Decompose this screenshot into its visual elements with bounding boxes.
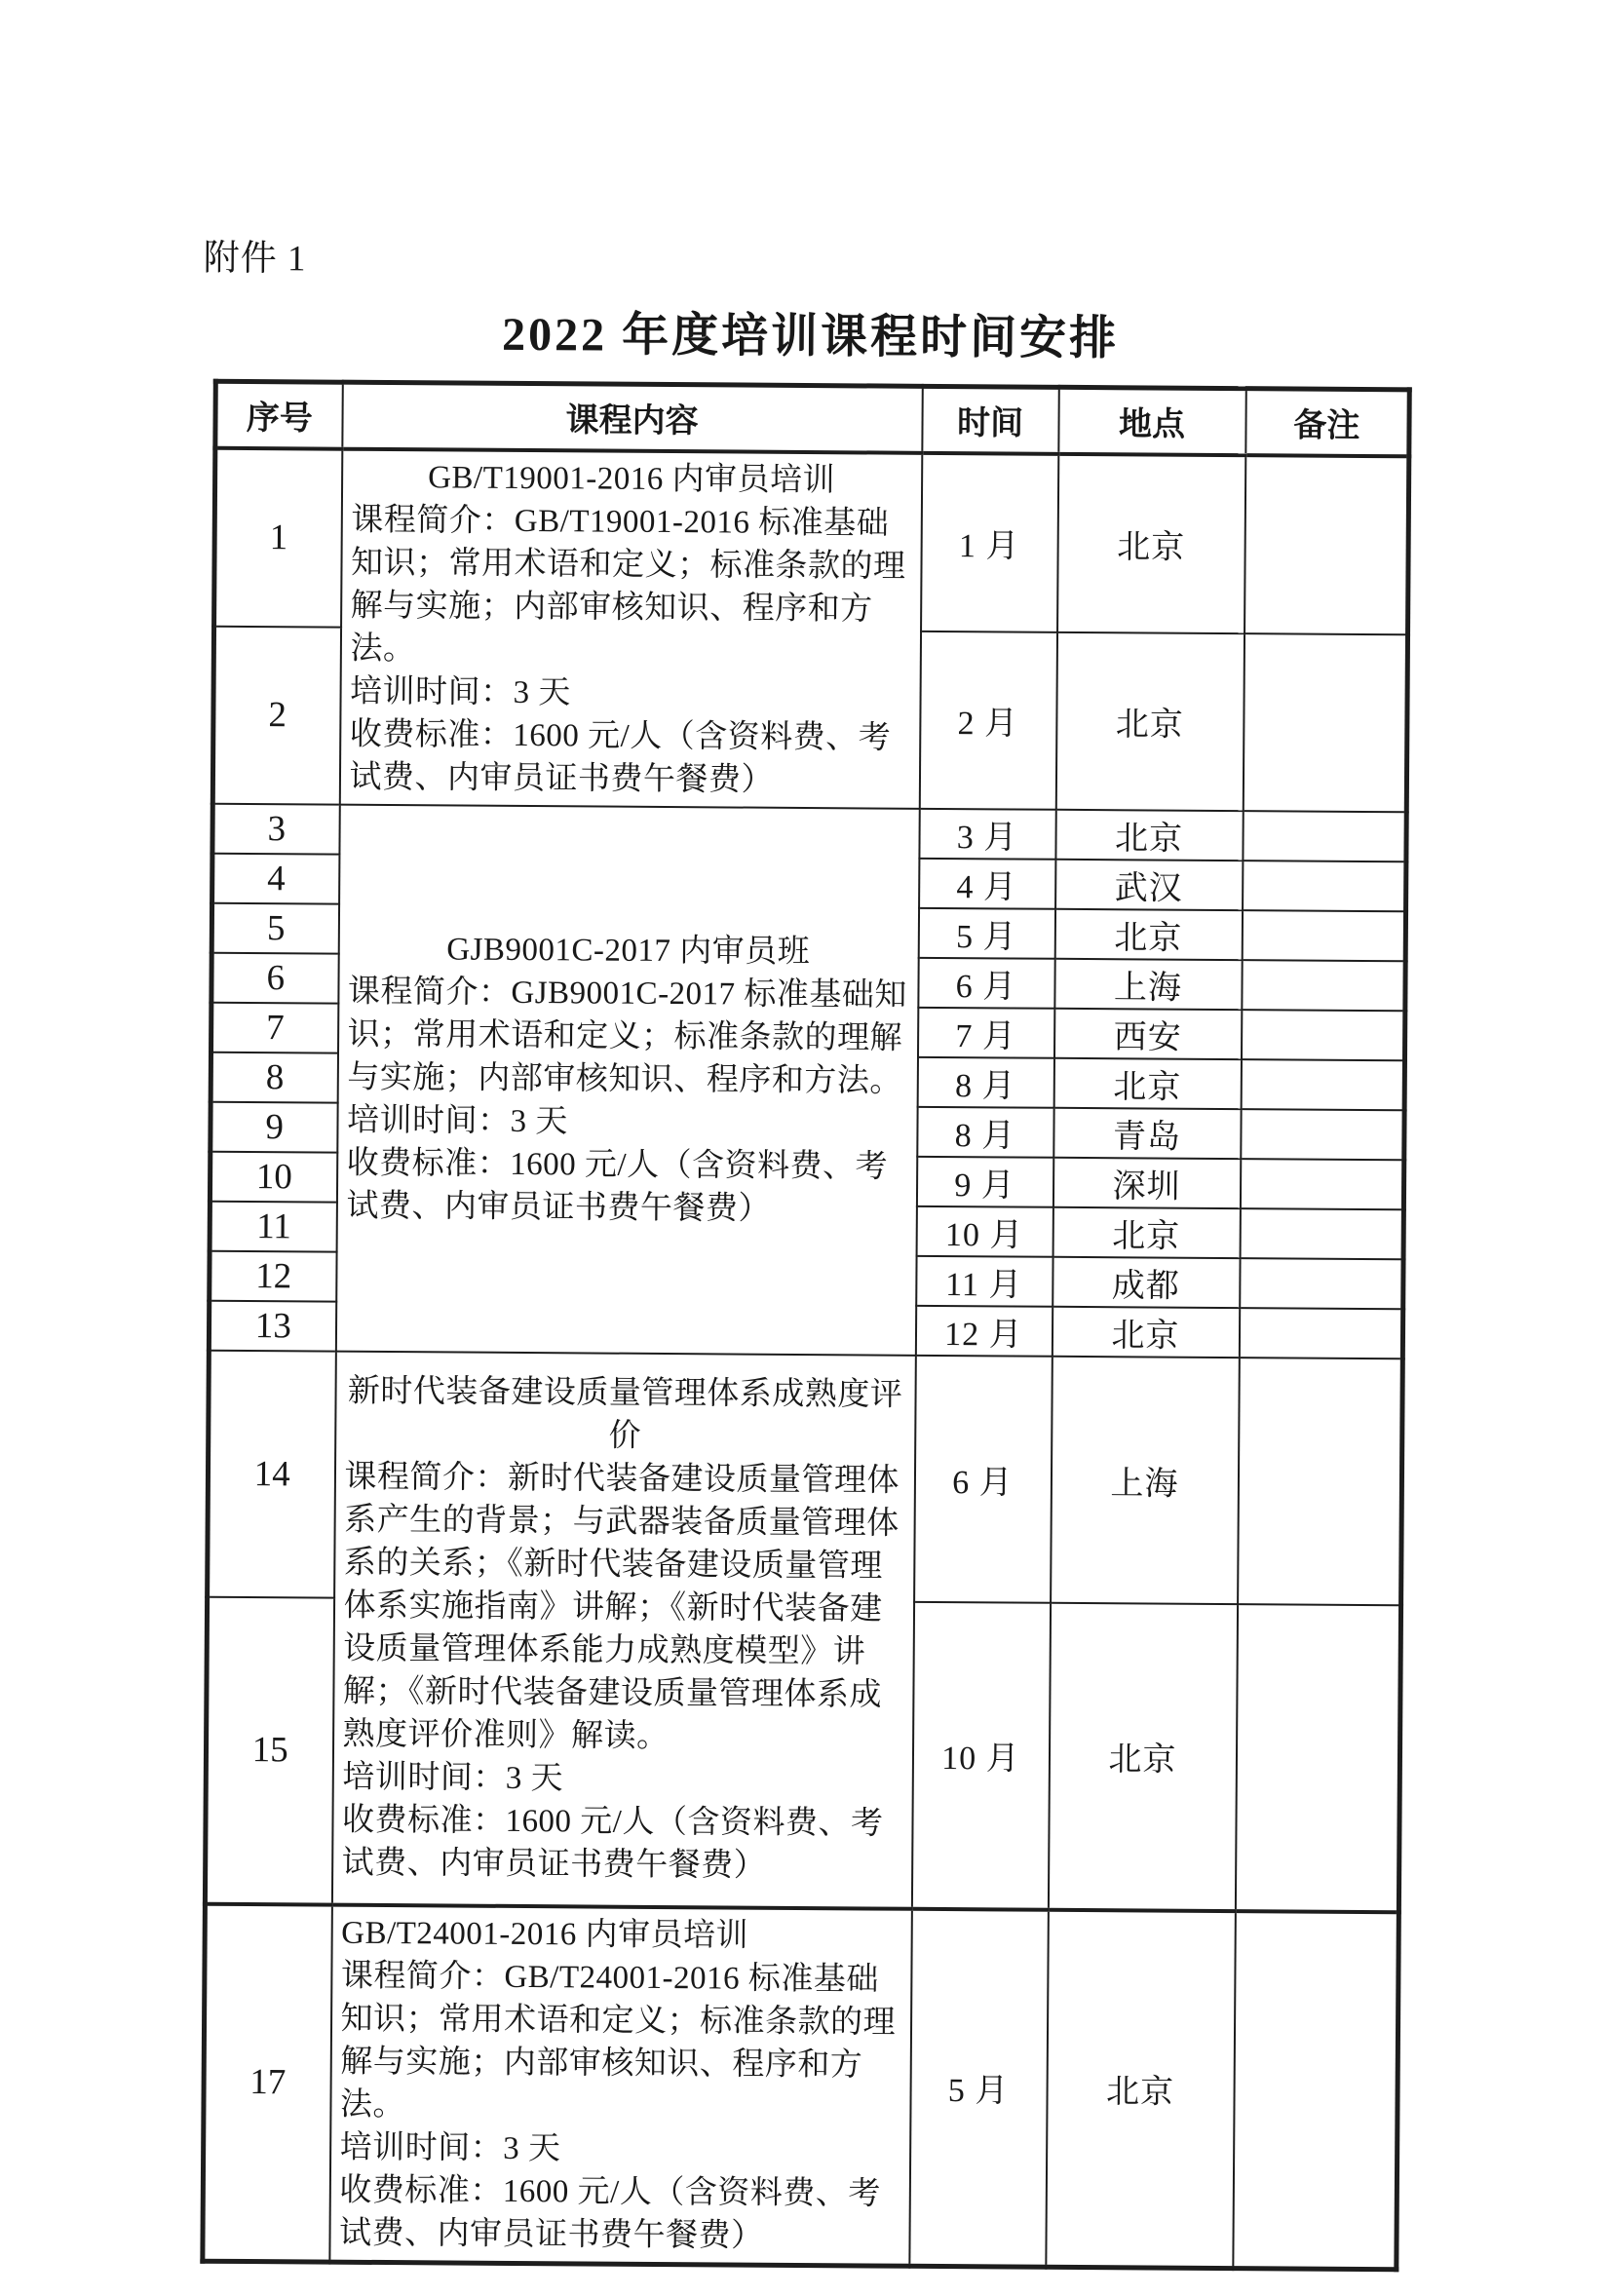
table-row bbox=[214, 447, 1409, 634]
note-cell bbox=[1241, 1059, 1404, 1110]
course-cell bbox=[339, 448, 922, 808]
seq-cell: 17 bbox=[203, 1903, 332, 2261]
page-title: 2022 年度培训课程时间安排 bbox=[501, 308, 1120, 365]
seq-cell: 4 bbox=[212, 853, 339, 903]
seq-cell: 10 bbox=[210, 1151, 336, 1202]
time-cell: 10 月 bbox=[911, 1601, 1050, 1909]
note-cell bbox=[1242, 910, 1405, 961]
course-duration: 培训时间：3 天 bbox=[339, 2129, 561, 2166]
course-fee: 收费标准：1600 元/人（含资料费、考试费、内审员证书费午餐费） bbox=[341, 1802, 884, 1884]
note-cell bbox=[1241, 1010, 1404, 1060]
place-cell: 北京 bbox=[1053, 1057, 1241, 1108]
note-cell bbox=[1235, 1604, 1400, 1912]
course-fee: 收费标准：1600 元/人（含资料费、考试费、内审员证书费午餐费） bbox=[338, 2172, 881, 2254]
place-cell: 北京 bbox=[1052, 1306, 1239, 1357]
note-cell bbox=[1233, 1911, 1399, 2270]
seq-cell: 13 bbox=[209, 1300, 335, 1351]
note-cell bbox=[1240, 1159, 1403, 1209]
time-cell: 11 月 bbox=[916, 1255, 1053, 1306]
place-cell: 北京 bbox=[1055, 631, 1244, 810]
course-fee: 收费标准：1600 元/人（含资料费、考试费、内审员证书费午餐费） bbox=[349, 716, 892, 798]
seq-cell: 7 bbox=[211, 1002, 338, 1052]
seq-cell: 6 bbox=[211, 952, 338, 1003]
seq-cell: 15 bbox=[205, 1596, 333, 1904]
course-intro: 课程简介：GB/T24001-2016 标准基础知识；常用术语和定义；标准条款的理解与实施；内部审核知识、程序和方法。 bbox=[339, 1958, 897, 2123]
note-cell bbox=[1239, 1308, 1402, 1358]
place-cell: 北京 bbox=[1048, 1602, 1237, 1910]
course-title: 新时代装备建设质量管理体系成熟度评价 bbox=[347, 1373, 903, 1454]
place-cell: 北京 bbox=[1054, 908, 1242, 959]
course-cell bbox=[331, 1351, 915, 1908]
place-cell: 武汉 bbox=[1055, 859, 1243, 909]
place-cell: 北京 bbox=[1055, 809, 1243, 860]
table-header-row bbox=[215, 381, 1409, 456]
seq-cell: 12 bbox=[210, 1250, 336, 1301]
place-cell: 上海 bbox=[1051, 1356, 1240, 1603]
course-intro: 课程简介：GJB9001C-2017 标准基础知识；常用术语和定义；标准条款的理解与实施；内部审核知识、程序和方法。 bbox=[347, 974, 907, 1099]
seq-cell: 9 bbox=[211, 1101, 337, 1152]
seq-cell: 14 bbox=[208, 1350, 336, 1597]
time-cell: 8 月 bbox=[917, 1106, 1053, 1157]
table-row bbox=[208, 1350, 1403, 1605]
course-intro: 课程简介：GB/T19001-2016 标准基础知识；常用术语和定义；标准条款的理解与实施；内部审核知识、程序和方法。 bbox=[350, 502, 906, 667]
seq-cell: 1 bbox=[214, 447, 342, 627]
course-intro: 课程简介：新时代装备建设质量管理体系产生的背景；与武器装备质量管理体系的关系；《新时代装备建设质量管理体系实施指南》讲解；《新时代装备建设质量管理体系能力成熟度模型》讲解；《新时代装备建设质量管理体系成熟度评价准则》解读。 bbox=[342, 1459, 900, 1755]
place-cell: 成都 bbox=[1053, 1256, 1240, 1307]
time-cell: 5 月 bbox=[918, 907, 1054, 958]
seq-cell: 5 bbox=[211, 902, 338, 953]
place-cell: 深圳 bbox=[1053, 1157, 1240, 1207]
time-cell: 1 月 bbox=[921, 452, 1058, 631]
seq-cell: 11 bbox=[210, 1201, 336, 1251]
time-cell: 12 月 bbox=[915, 1305, 1052, 1356]
place-cell: 上海 bbox=[1054, 958, 1242, 1009]
course-fee: 收费标准：1600 元/人（含资料费、考试费、内审员证书费午餐费） bbox=[346, 1145, 889, 1227]
place-cell: 青岛 bbox=[1053, 1107, 1241, 1158]
time-cell: 9 月 bbox=[916, 1156, 1053, 1206]
note-cell bbox=[1243, 633, 1407, 812]
course-cell bbox=[335, 804, 919, 1355]
course-duration: 培训时间：3 天 bbox=[349, 673, 571, 710]
course-duration: 培训时间：3 天 bbox=[342, 1759, 564, 1797]
course-duration: 培训时间：3 天 bbox=[346, 1102, 568, 1140]
note-cell bbox=[1238, 1358, 1403, 1605]
note-cell bbox=[1244, 455, 1409, 634]
time-cell: 4 月 bbox=[919, 858, 1055, 908]
note-cell bbox=[1242, 960, 1405, 1011]
time-cell: 8 月 bbox=[917, 1056, 1053, 1107]
note-cell bbox=[1243, 861, 1406, 911]
note-cell bbox=[1240, 1258, 1403, 1309]
table-row bbox=[212, 803, 1406, 861]
time-cell: 2 月 bbox=[919, 631, 1056, 809]
time-cell: 6 月 bbox=[914, 1355, 1053, 1602]
course-title: GB/T24001-2016 内审员培训 bbox=[341, 1915, 749, 1954]
place-cell: 西安 bbox=[1053, 1008, 1241, 1058]
seq-cell: 2 bbox=[212, 626, 340, 804]
seq-cell: 3 bbox=[212, 803, 339, 854]
table-row bbox=[203, 1903, 1399, 2269]
place-cell: 北京 bbox=[1053, 1206, 1240, 1257]
seq-cell: 8 bbox=[211, 1052, 337, 1102]
course-title: GB/T19001-2016 内审员培训 bbox=[428, 459, 836, 498]
header-seq: 序号 bbox=[215, 381, 342, 448]
place-cell: 北京 bbox=[1046, 1909, 1236, 2268]
header-course: 课程内容 bbox=[342, 382, 922, 452]
note-cell bbox=[1243, 811, 1406, 861]
time-cell: 3 月 bbox=[919, 808, 1055, 859]
time-cell: 10 月 bbox=[916, 1205, 1053, 1256]
note-cell bbox=[1240, 1208, 1403, 1259]
course-title: GJB9001C-2017 内审员班 bbox=[446, 932, 811, 971]
place-cell: 北京 bbox=[1057, 453, 1245, 632]
time-cell: 5 月 bbox=[909, 1908, 1049, 2266]
time-cell: 6 月 bbox=[918, 957, 1054, 1008]
time-cell: 7 月 bbox=[917, 1007, 1053, 1057]
attachment-label: 附件 1 bbox=[203, 238, 307, 280]
schedule-table bbox=[200, 379, 1411, 2272]
note-cell bbox=[1241, 1109, 1404, 1160]
header-note: 备注 bbox=[1245, 389, 1409, 456]
header-place: 地点 bbox=[1058, 387, 1245, 454]
course-cell bbox=[329, 1904, 912, 2266]
header-time: 时间 bbox=[922, 386, 1058, 453]
